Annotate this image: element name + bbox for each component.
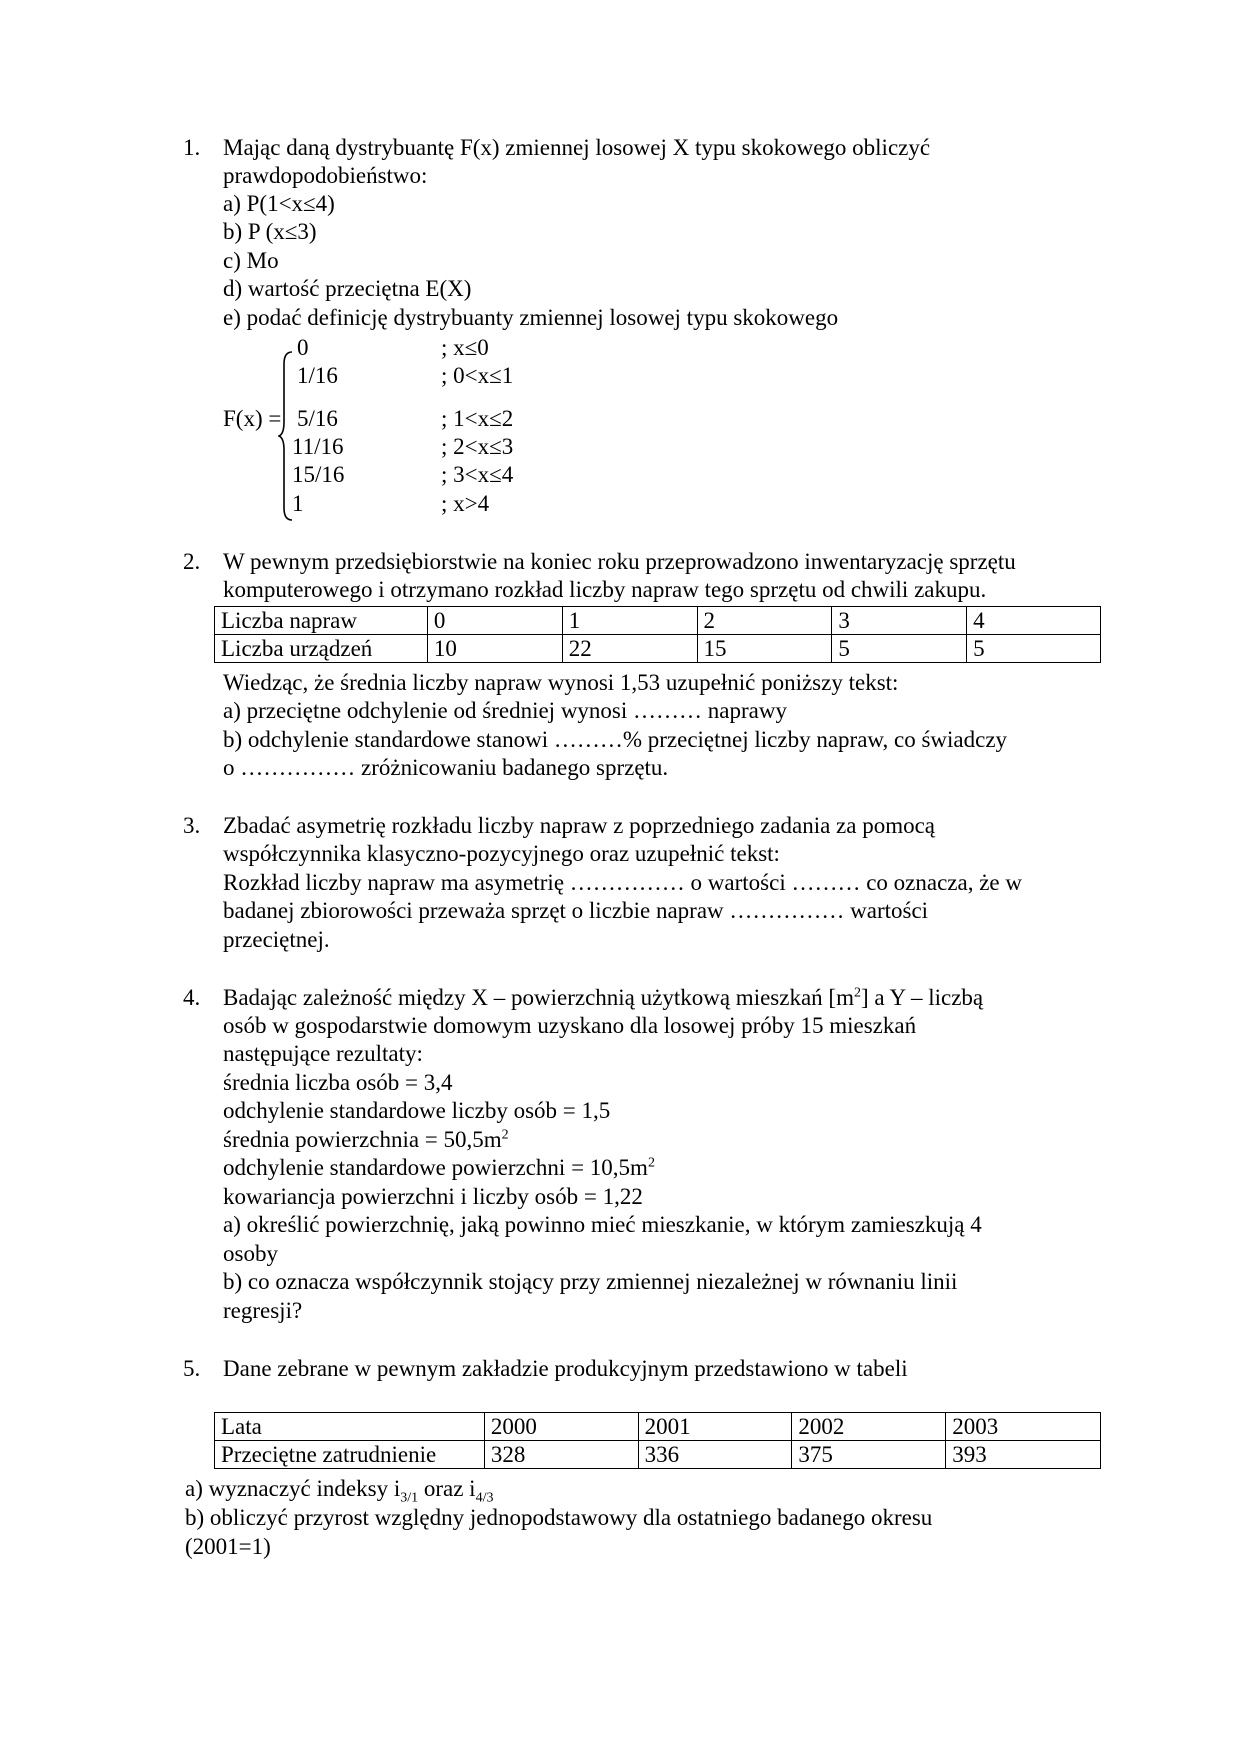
table-cell: 1 <box>562 607 697 635</box>
q2-text-line1: W pewnym przedsiębiorstwie na koniec roku przeprowadzono inwentaryzację sprzętu <box>223 549 1016 574</box>
fx-case-value: 15/16 <box>292 462 345 487</box>
fx-case-value: 0 <box>297 335 309 360</box>
q5-item-a <box>185 1475 494 1506</box>
table-cell: Lata <box>215 1413 485 1441</box>
q4-text-line7-main: odchylenie standardowe powierzchni = 10,5m <box>223 1155 648 1180</box>
q5-item-a-start: a) wyznaczyć indeksy i <box>185 1476 401 1501</box>
fx-case-condition: ; 0<x≤1 <box>441 363 514 388</box>
q2-number: 2. <box>183 549 201 574</box>
table-cell: Liczba urządzeń <box>215 635 428 663</box>
superscript-2: 2 <box>501 1127 509 1143</box>
table-row <box>215 635 1101 663</box>
table-cell: Liczba napraw <box>215 607 428 635</box>
index-subscript: 3/1 <box>400 1490 419 1506</box>
q4-text-line1-end: ] a Y – liczbą <box>860 985 984 1010</box>
q1-item-b: b) P (x≤3) <box>223 219 317 244</box>
fx-case-condition: ; x≤0 <box>441 335 489 360</box>
fx-label: F(x) = <box>223 406 282 431</box>
table-cell: 328 <box>484 1441 638 1469</box>
q4-text-line8: kowariancja powierzchni i liczby osób = 1,22 <box>223 1184 643 1209</box>
table-cell: 10 <box>427 635 562 663</box>
q4-text-line6 <box>223 1126 509 1154</box>
q5-item-b-line2: (2001=1) <box>185 1534 271 1559</box>
table-cell: 2003 <box>946 1413 1101 1441</box>
table-cell: 0 <box>427 607 562 635</box>
fx-case-condition: ; 3<x≤4 <box>441 462 514 487</box>
table-row <box>215 1441 1101 1469</box>
table-cell: 375 <box>792 1441 946 1469</box>
table-cell: 15 <box>697 635 832 663</box>
repairs-table <box>214 606 1101 663</box>
q5-text-line1: Dane zebrane w pewnym zakładzie produkcyjnym przedstawiono w tabeli <box>223 1356 908 1381</box>
fx-case-condition: ; 1<x≤2 <box>441 406 514 431</box>
q1-text-line1: Mając daną dystrybuantę F(x) zmiennej losowej X typu skokowego obliczyć <box>223 135 931 160</box>
q4-text-line1-start: Badając zależność między X – powierzchnią użytkową mieszkań [m <box>223 985 854 1010</box>
q2-text-line2: komputerowego i otrzymano rozkład liczby napraw tego sprzętu od chwili zakupu. <box>223 577 987 602</box>
q1-number: 1. <box>183 135 201 160</box>
table-cell: 22 <box>562 635 697 663</box>
q1-text-line2: prawdopodobieństwo: <box>223 163 428 188</box>
q5-number: 5. <box>183 1356 201 1381</box>
q3-text-line5: przeciętnej. <box>223 927 330 952</box>
q1-item-a: a) P(1<x≤4) <box>223 191 335 216</box>
q5-item-b: b) obliczyć przyrost względny jednopodstawowy dla ostatniego badanego okresu <box>185 1505 933 1530</box>
q2-text-line3: Wiedząc, że średnia liczby napraw wynosi 1,53 uzupełnić poniższy tekst: <box>223 670 899 695</box>
q4-text-line2: osób w gospodarstwie domowym uzyskano dla losowej próby 15 mieszkań <box>223 1013 917 1038</box>
fx-case-condition: ; 2<x≤3 <box>441 434 514 459</box>
q4-number: 4. <box>183 985 201 1010</box>
table-cell: 4 <box>967 607 1101 635</box>
q4-text-line3: następujące rezultaty: <box>223 1041 423 1066</box>
q3-text-line3: Rozkład liczby napraw ma asymetrię …………… o wartości ……… co oznacza, że w <box>223 870 1022 895</box>
table-cell: 336 <box>638 1441 792 1469</box>
fx-case-value: 1 <box>292 491 304 516</box>
q1-item-d: d) wartość przeciętna E(X) <box>223 276 472 301</box>
q4-text-line4: średnia liczba osób = 3,4 <box>223 1070 453 1095</box>
table-cell: 2001 <box>638 1413 792 1441</box>
table-cell: 2 <box>697 607 832 635</box>
q4-text-line7 <box>223 1154 655 1182</box>
table-row <box>215 1413 1101 1441</box>
q3-text-line1: Zbadać asymetrię rozkładu liczby napraw z poprzedniego zadania za pomocą <box>223 813 936 838</box>
fx-case-value: 1/16 <box>297 363 338 388</box>
table-cell: Przeciętne zatrudnienie <box>215 1441 485 1469</box>
q4-text-line11: b) co oznacza współczynnik stojący przy zmiennej niezależnej w równaniu linii <box>223 1269 958 1294</box>
table-cell: 5 <box>832 635 967 663</box>
table-cell: 2000 <box>484 1413 638 1441</box>
fx-case-value: 5/16 <box>297 406 338 431</box>
q1-item-c: c) Mo <box>223 248 279 273</box>
q5-item-a-middle: oraz i <box>418 1476 476 1501</box>
q2-text-line6: o …………… zróżnicowaniu badanego sprzętu. <box>223 755 669 780</box>
q2-text-line5: b) odchylenie standardowe stanowi ………% przeciętnej liczby napraw, co świadczy <box>223 727 1008 752</box>
q2-text-line4: a) przeciętne odchylenie od średniej wynosi ……… naprawy <box>223 698 787 723</box>
q4-text-line9: a) określić powierzchnię, jaką powinno mieć mieszkanie, w którym zamieszkują 4 <box>223 1212 982 1237</box>
fx-case-value: 11/16 <box>292 434 344 459</box>
table-cell: 2002 <box>792 1413 946 1441</box>
q4-text-line10: osoby <box>223 1241 278 1266</box>
employment-table <box>214 1412 1101 1469</box>
superscript-2: 2 <box>853 985 861 1001</box>
q4-text-line12: regresji? <box>223 1298 303 1323</box>
q3-text-line4: badanej zbiorowości przeważa sprzęt o liczbie napraw …………… wartości <box>223 898 929 923</box>
q3-number: 3. <box>183 813 201 838</box>
q3-text-line2: współczynnika klasyczno-pozycyjnego oraz uzupełnić tekst: <box>223 841 780 866</box>
table-cell: 393 <box>946 1441 1101 1469</box>
q4-text-line1 <box>223 984 983 1012</box>
superscript-2: 2 <box>647 1155 655 1171</box>
q1-item-e: e) podać definicję dystrybuanty zmiennej losowej typu skokowego <box>223 305 839 330</box>
index-subscript: 4/3 <box>475 1490 494 1506</box>
table-cell: 5 <box>967 635 1101 663</box>
q4-text-line6-main: średnia powierzchnia = 50,5m <box>223 1127 502 1152</box>
table-cell: 3 <box>832 607 967 635</box>
q4-text-line5: odchylenie standardowe liczby osób = 1,5 <box>223 1098 611 1123</box>
table-row <box>215 607 1101 635</box>
fx-case-condition: ; x>4 <box>441 491 490 516</box>
